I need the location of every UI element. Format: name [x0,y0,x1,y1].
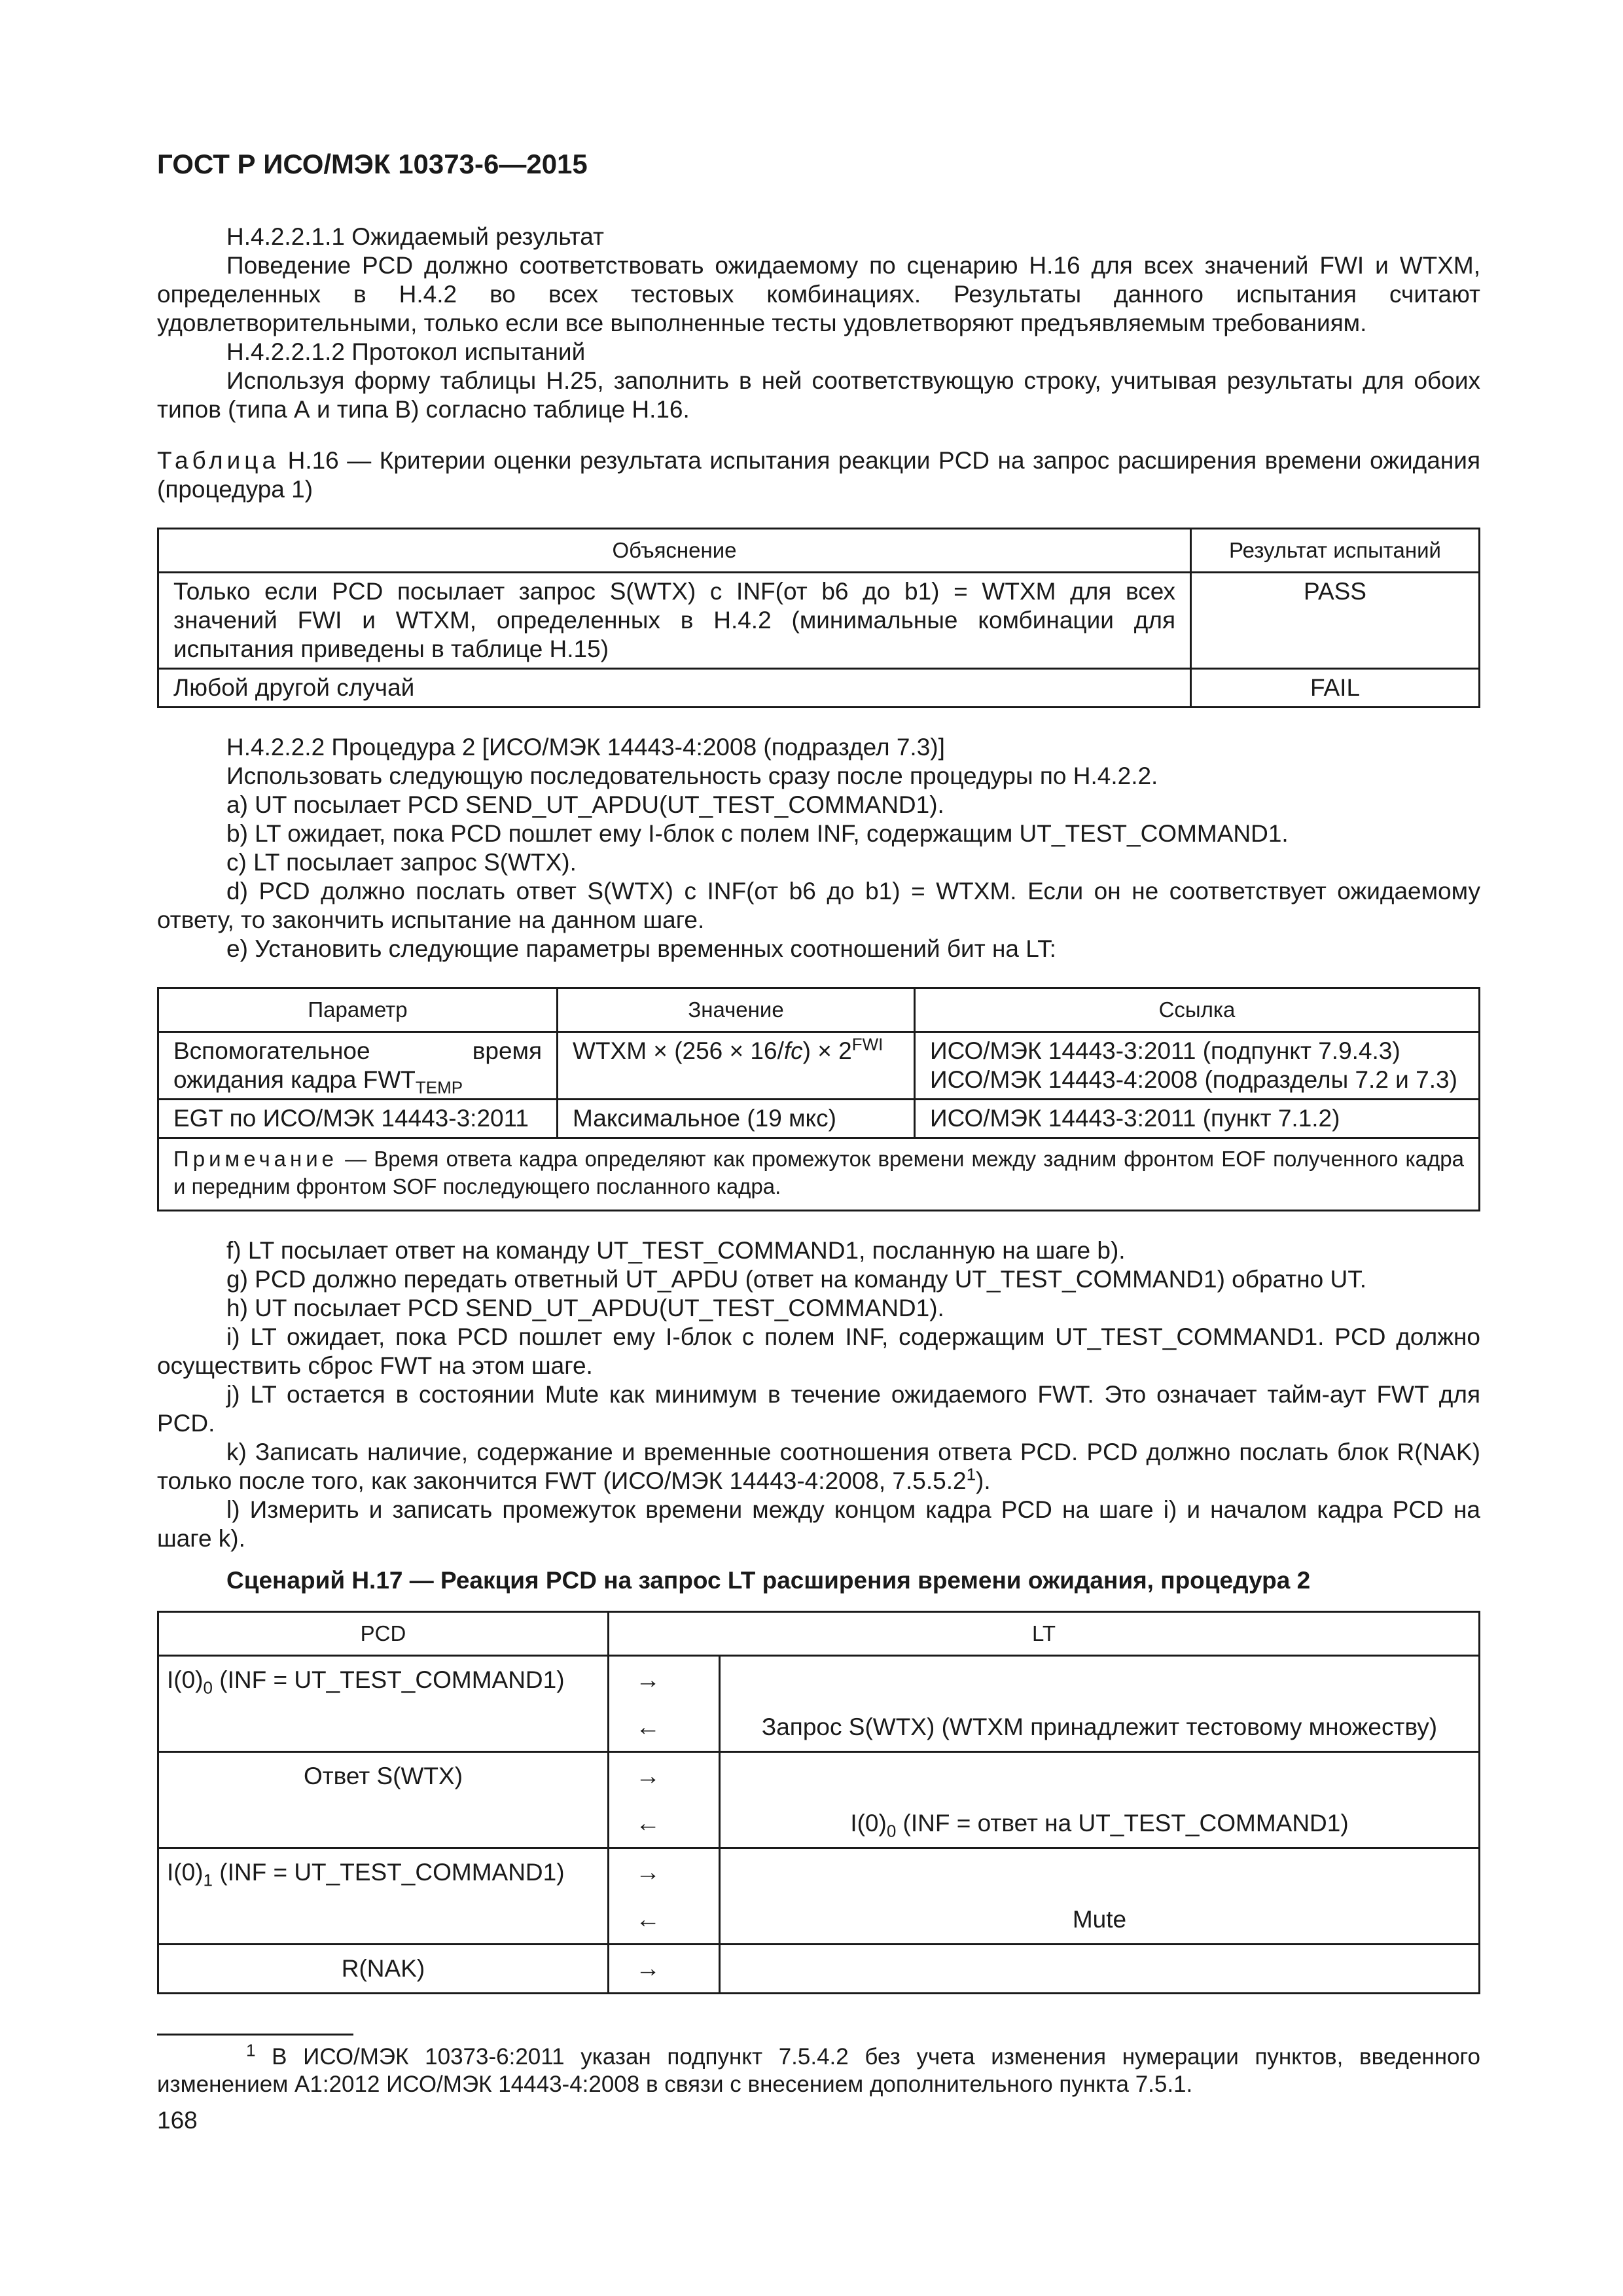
table-header-row [158,1612,1480,1656]
block-number: 0 [886,1821,897,1841]
paragraph: g) PCD должно передать ответный UT_APDU (ответ на команду UT_TEST_COMMAND1) обратно UT. [226,1266,1367,1293]
lt-cell [720,1848,1480,1897]
footnote-ref: 1 [966,1464,976,1484]
pcd-cell [158,1800,609,1848]
value-formula: WTXM × (256 × 16/ [573,1037,784,1064]
lt-frame: I(0) [850,1810,887,1837]
paragraph: j) LT остается в состоянии Mute как минимум в течение ожидаемого FWT. Это означает тайм-аут FWT для PCD. [157,1381,1480,1437]
pcd-frame: I(0) [167,1666,204,1693]
paragraph [157,1438,1480,1496]
value-superscript: FWI [851,1034,883,1054]
paragraph: l) Измерить и записать промежуток времени между концом кадра PCD на шаге i) и началом кадра PCD на шаге k). [157,1496,1480,1552]
note-label: Примечание [173,1147,338,1171]
scenario-table [157,1611,1480,1994]
table-note-row [158,1138,1480,1211]
steps-section [157,1236,1480,1553]
pcd-frame-inf: (INF = UT_TEST_COMMAND1) [212,1859,565,1886]
pcd-cell: Ответ S(WTX) [158,1752,609,1801]
column-header: Значение [558,988,915,1032]
procedure2-section [157,733,1480,963]
table-cell [558,1032,915,1100]
paragraph: H.4.2.2.1.1 Ожидаемый результат [226,223,605,250]
note-text: — Время ответа кадра определяют как промежуток времени между задним фронтом EOF полученного кадра и передним фронтом SOF последующего посланного кадра. [173,1147,1464,1198]
paragraph: Использовать следующую последовательность сразу после процедуры по H.4.2.2. [226,762,1158,789]
paragraph: e) Установить следующие параметры временных соотношений бит на LT: [226,935,1056,962]
paragraph: H.4.2.2.1.2 Протокол испытаний [226,338,586,365]
table-caption-text: H.16 — Критерии оценки результата испытания реакции PCD на запрос расширения времени ожидания (процедура 1) [157,447,1480,503]
table-cell [158,1032,558,1100]
pcd-cell [158,1896,609,1945]
paragraph: h) UT посылает PCD SEND_UT_APDU(UT_TEST_COMMAND1). [226,1295,944,1321]
paragraph: H.4.2.2.2 Процедура 2 [ИСО/МЭК 14443-4:2008 (подраздел 7.3)] [226,734,945,761]
table-cell: Любой другой случай [158,669,1191,708]
table-row [158,1704,1480,1752]
reference-line: ИСО/МЭК 14443-3:2011 (подпункт 7.9.4.3) [930,1037,1400,1064]
table-cell [915,1032,1480,1100]
value-formula-end: ) × 2 [802,1037,852,1064]
table-row [158,1848,1480,1897]
paragraph: Поведение PCD должно соответствовать ожидаемому по сценарию H.16 для всех значений FWI и WTXM, определенных в H.4.2 во всех тестовых комбинациях. Результаты данного испытания считают удовлетворительными, только если все выполненные тесты удовлетворяют предъявляемым требованиям. [157,252,1480,336]
footnote-separator [157,2034,353,2036]
left-arrow-icon: ← [609,1800,720,1848]
pcd-cell: R(NAK) [158,1945,609,1994]
paragraph: c) LT посылает запрос S(WTX). [226,849,577,876]
pcd-frame: I(0) [167,1859,204,1886]
lt-cell [720,1945,1480,1994]
lt-cell: Запрос S(WTX) (WTXM принадлежит тестовому множеству) [720,1704,1480,1752]
lt-cell [720,1800,1480,1848]
column-header: Объяснение [158,529,1191,573]
paragraph: f) LT посылает ответ на команду UT_TEST_COMMAND1, посланную на шаге b). [226,1237,1126,1264]
table-row [158,1032,1480,1100]
document-page [157,148,1480,2135]
parameter-table [157,987,1480,1211]
paragraph: i) LT ожидает, пока PCD пошлет ему I-блок с полем INF, содержащим UT_TEST_COMMAND1. PCD должно осуществить сброс FWT на этом шаге. [157,1323,1480,1379]
left-arrow-icon: ← [609,1704,720,1752]
column-header: Ссылка [915,988,1480,1032]
document-header: ГОСТ Р ИСО/МЭК 10373-6—2015 [157,149,588,179]
paragraph: Используя форму таблицы H.25, заполнить в ней соответствующую строку, учитывая результаты для обоих типов (типа А и типа В) согласно таблице H.16. [157,367,1480,423]
block-number: 1 [203,1870,213,1890]
pcd-cell [158,1848,609,1897]
footnote [157,2040,1480,2098]
right-arrow-icon: → [609,1752,720,1801]
lt-frame-inf: (INF = ответ на UT_TEST_COMMAND1) [896,1810,1349,1837]
intro-section [157,223,1480,424]
table-header-row [158,529,1480,573]
table-row [158,1752,1480,1801]
table-row [158,1656,1480,1704]
table-header-row [158,988,1480,1032]
value-fc: fc [783,1037,803,1064]
table-row [158,1896,1480,1945]
table-caption [157,446,1480,504]
step-k-text: k) Записать наличие, содержание и временные соотношения ответа PCD. PCD должно послать блок R(NAK) только после того, как закончится FWT (ИСО/МЭК 14443-4:2008, 7.5.5.2 [157,1439,1480,1494]
table-row [158,1100,1480,1138]
column-header: LT [609,1612,1480,1656]
paragraph: d) PCD должно послать ответ S(WTX) с INF(от b6 до b1) = WTXM. Если он не соответствует ожидаемому ответу, то закончить испытание на данном шаге. [157,878,1480,933]
left-arrow-icon: ← [609,1896,720,1945]
table-cell: PASS [1191,573,1480,669]
table-row [158,669,1480,708]
lt-cell: Mute [720,1896,1480,1945]
right-arrow-icon: → [609,1656,720,1704]
paragraph: a) UT посылает PCD SEND_UT_APDU(UT_TEST_COMMAND1). [226,791,944,818]
param-name: Вспомогательное время ожидания кадра FWT [173,1037,542,1093]
table-cell: ИСО/МЭК 14443-3:2011 (пункт 7.1.2) [915,1100,1480,1138]
table-cell: Максимальное (19 мкс) [558,1100,915,1138]
lt-cell [720,1656,1480,1704]
table-row [158,1800,1480,1848]
right-arrow-icon: → [609,1848,720,1897]
table-cell: Только если PCD посылает запрос S(WTX) с INF(от b6 до b1) = WTXM для всех значений FWI и WTXM, определенных в H.4.2 (минимальные комбинации для испытания приведены в таблице H.15) [158,573,1191,669]
footnote-mark: 1 [246,2040,256,2060]
column-header: Результат испытаний [1191,529,1480,573]
column-header: PCD [158,1612,609,1656]
table-label: Таблица [157,447,280,474]
table-row [158,573,1480,669]
page-number: 168 [157,2107,198,2134]
block-number: 0 [203,1677,213,1698]
footnote-text: В ИСО/МЭК 10373-6:2011 указан подпункт 7.5.4.2 без учета изменения нумерации пунктов, введенного изменением А1:2012 ИСО/МЭК 14443-4:2008 в связи с внесением дополнительного пункта 7.5.1. [157,2044,1480,2097]
step-k-end: ). [976,1467,991,1494]
reference-line: ИСО/МЭК 14443-4:2008 (подразделы 7.2 и 7.3) [930,1066,1457,1093]
criteria-table [157,528,1480,708]
pcd-frame-inf: (INF = UT_TEST_COMMAND1) [212,1666,565,1693]
pcd-cell [158,1704,609,1752]
param-subscript: TEMP [415,1077,463,1098]
table-row [158,1945,1480,1994]
table-cell: EGT по ИСО/МЭК 14443-3:2011 [158,1100,558,1138]
table-note [158,1138,1480,1211]
lt-cell [720,1752,1480,1801]
right-arrow-icon: → [609,1945,720,1994]
pcd-cell [158,1656,609,1704]
scenario-title: Сценарий H.17 — Реакция PCD на запрос LT расширения времени ожидания, процедура 2 [226,1567,1311,1594]
paragraph: b) LT ожидает, пока PCD пошлет ему I-блок с полем INF, содержащим UT_TEST_COMMAND1. [226,820,1289,847]
column-header: Параметр [158,988,558,1032]
table-cell: FAIL [1191,669,1480,708]
